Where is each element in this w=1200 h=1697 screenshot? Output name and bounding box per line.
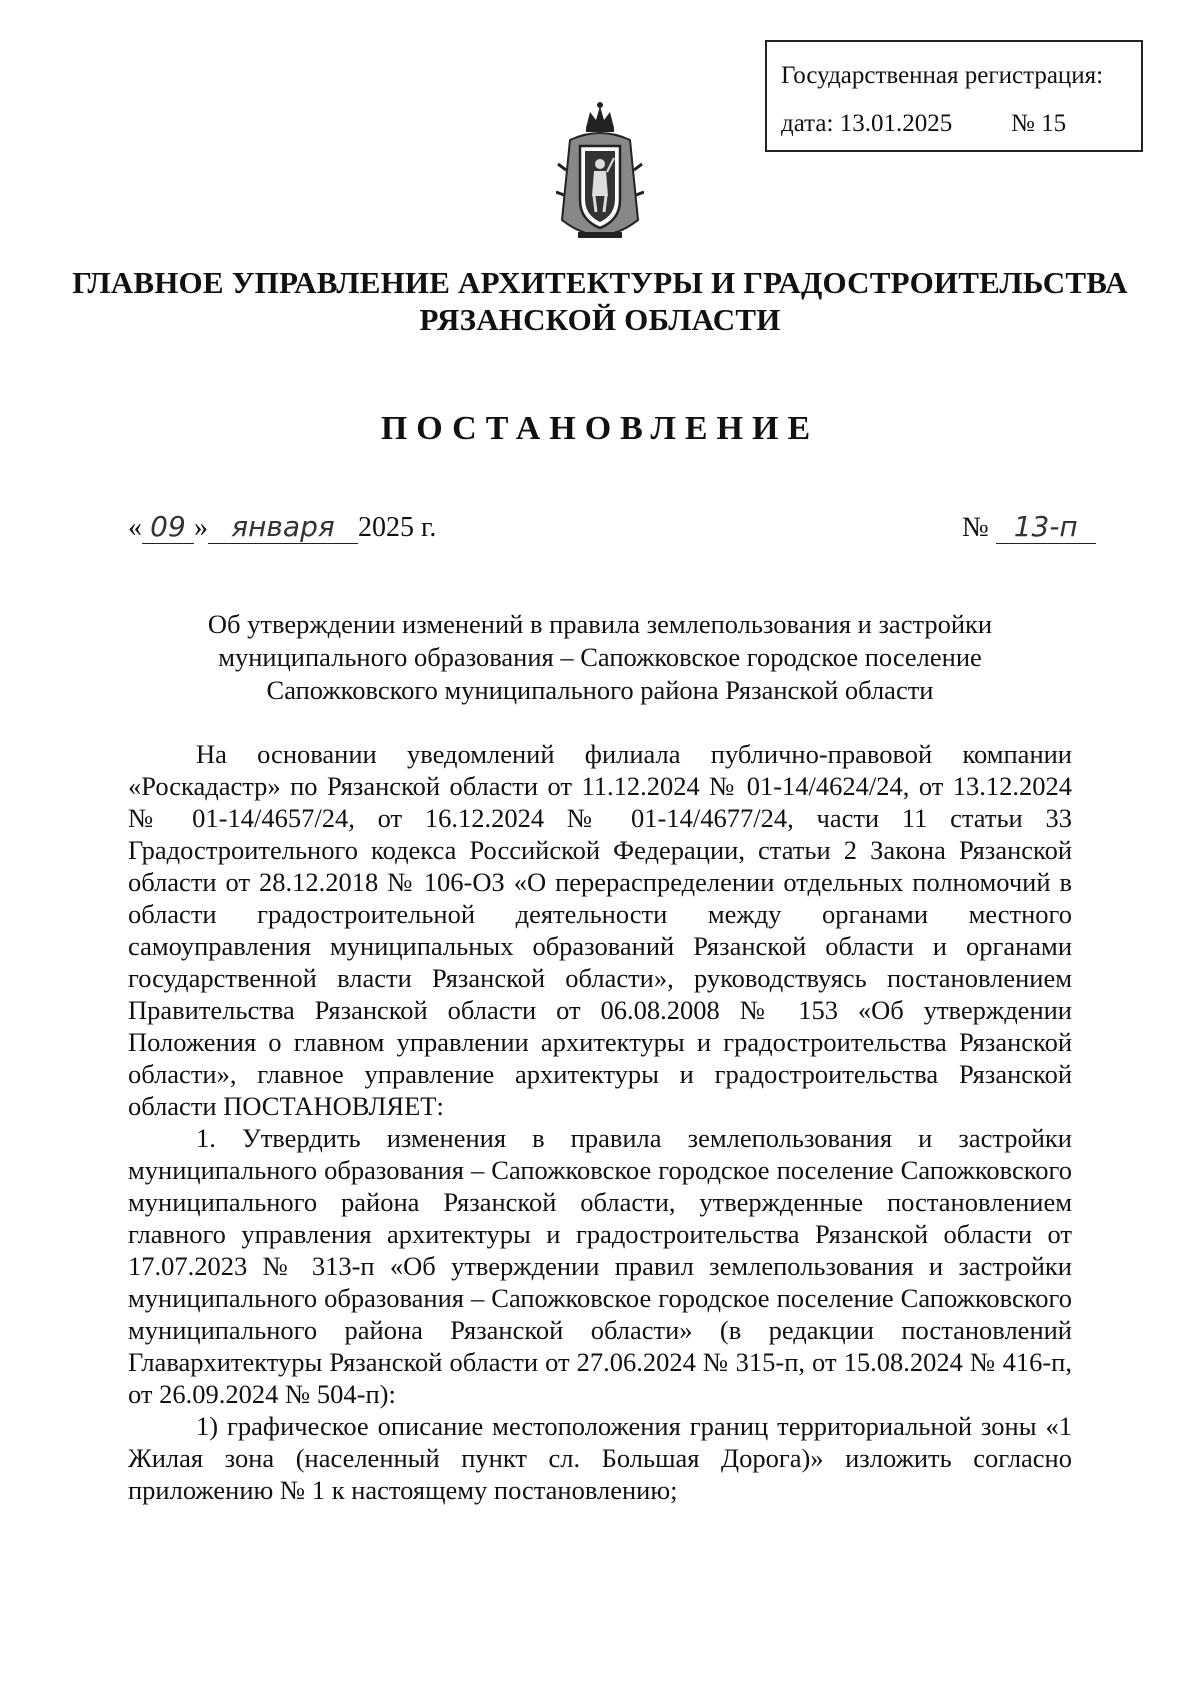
registration-title: Государственная регистрация: — [781, 62, 1104, 89]
registration-number: № 15 — [1011, 110, 1067, 137]
title-line: Об утверждении изменений в правила землепользования и застройки — [207, 609, 993, 639]
registration-date: дата: 13.01.2025 — [781, 110, 953, 137]
title-line: муниципального образования – Сапожковское городское поселение — [218, 642, 982, 672]
organization-name-line1: ГЛАВНОЕ УПРАВЛЕНИЕ АРХИТЕКТУРЫ И ГРАДОСТРОИТЕЛЬСТВА — [72, 265, 1128, 300]
document-body — [128, 738, 1072, 1506]
body-paragraph-basis: На основании уведомлений филиала публично-правовой компании «Роскадастр» по Рязанской области от 11.12.2024 № 01-14/4624/24, от 13.12.2024 № 01-14/4657/24, от 16.12.2024 № 01-14/4677/24, части 11 статьи 33 Градостроительного кодекса Российской Федерации, статьи 2 Закона Рязанской области от 28.12.2018 № 106-ОЗ «О перераспределении отдельных полномочий в области градостроительной деятельности между органами местного самоуправления муниципальных образований Рязанской области и органами государственной власти Рязанской области», руководствуясь постановлением Правительства Рязанской области от 06.08.2008 № 153 «Об утверждении Положения о главном управлении архитектуры и градостроительства Рязанской области», главное управление архитектуры и градостроительства Рязанской области ПОСТАНОВЛЯЕТ: — [128, 739, 1072, 1121]
document-date — [128, 510, 436, 544]
date-open-quote: « — [128, 512, 142, 543]
body-paragraph-item-1: 1. Утвердить изменения в правила землепользования и застройки муниципального образования – Сапожковское городское поселение Сапожковского муниципального района Рязанской области, утвержденные постановлением главного управления архитектуры и градостроительства Рязанской области от 17.07.2023 № 313-п «Об утверждении правил землепользования и застройки муниципального образования – Сапожковское городское поселение Сапожковского муниципального района Рязанской области» (в редакции постановлений Главархитектуры Рязанской области от 27.06.2024 № 315-п, от 15.08.2024 № 416-п, от 26.09.2024 № 504-п): — [128, 1123, 1072, 1409]
registration-stamp — [765, 40, 1143, 152]
body-paragraph-subitem-1: 1) графическое описание местоположения границ территориальной зоны «1 Жилая зона (населенный пункт сл. Большая Дорога)» изложить согласно приложению № 1 к настоящему постановлению; — [128, 1411, 1072, 1505]
number-prefix: № — [962, 512, 989, 543]
handwritten-number: 13-п — [996, 510, 1096, 544]
coat-of-arms-icon — [556, 100, 644, 250]
handwritten-day: 09 — [142, 510, 194, 544]
document-title — [128, 608, 1072, 707]
document-type: ПОСТАНОВЛЕНИЕ — [380, 410, 820, 447]
title-line: Сапожковского муниципального района Рязанской области — [266, 675, 934, 705]
handwritten-month: января — [208, 510, 358, 544]
date-year: 2025 г. — [358, 512, 437, 543]
date-close-quote: » — [194, 512, 208, 543]
document-number — [962, 510, 1096, 544]
organization-name-line2: РЯЗАНСКОЙ ОБЛАСТИ — [419, 302, 781, 337]
